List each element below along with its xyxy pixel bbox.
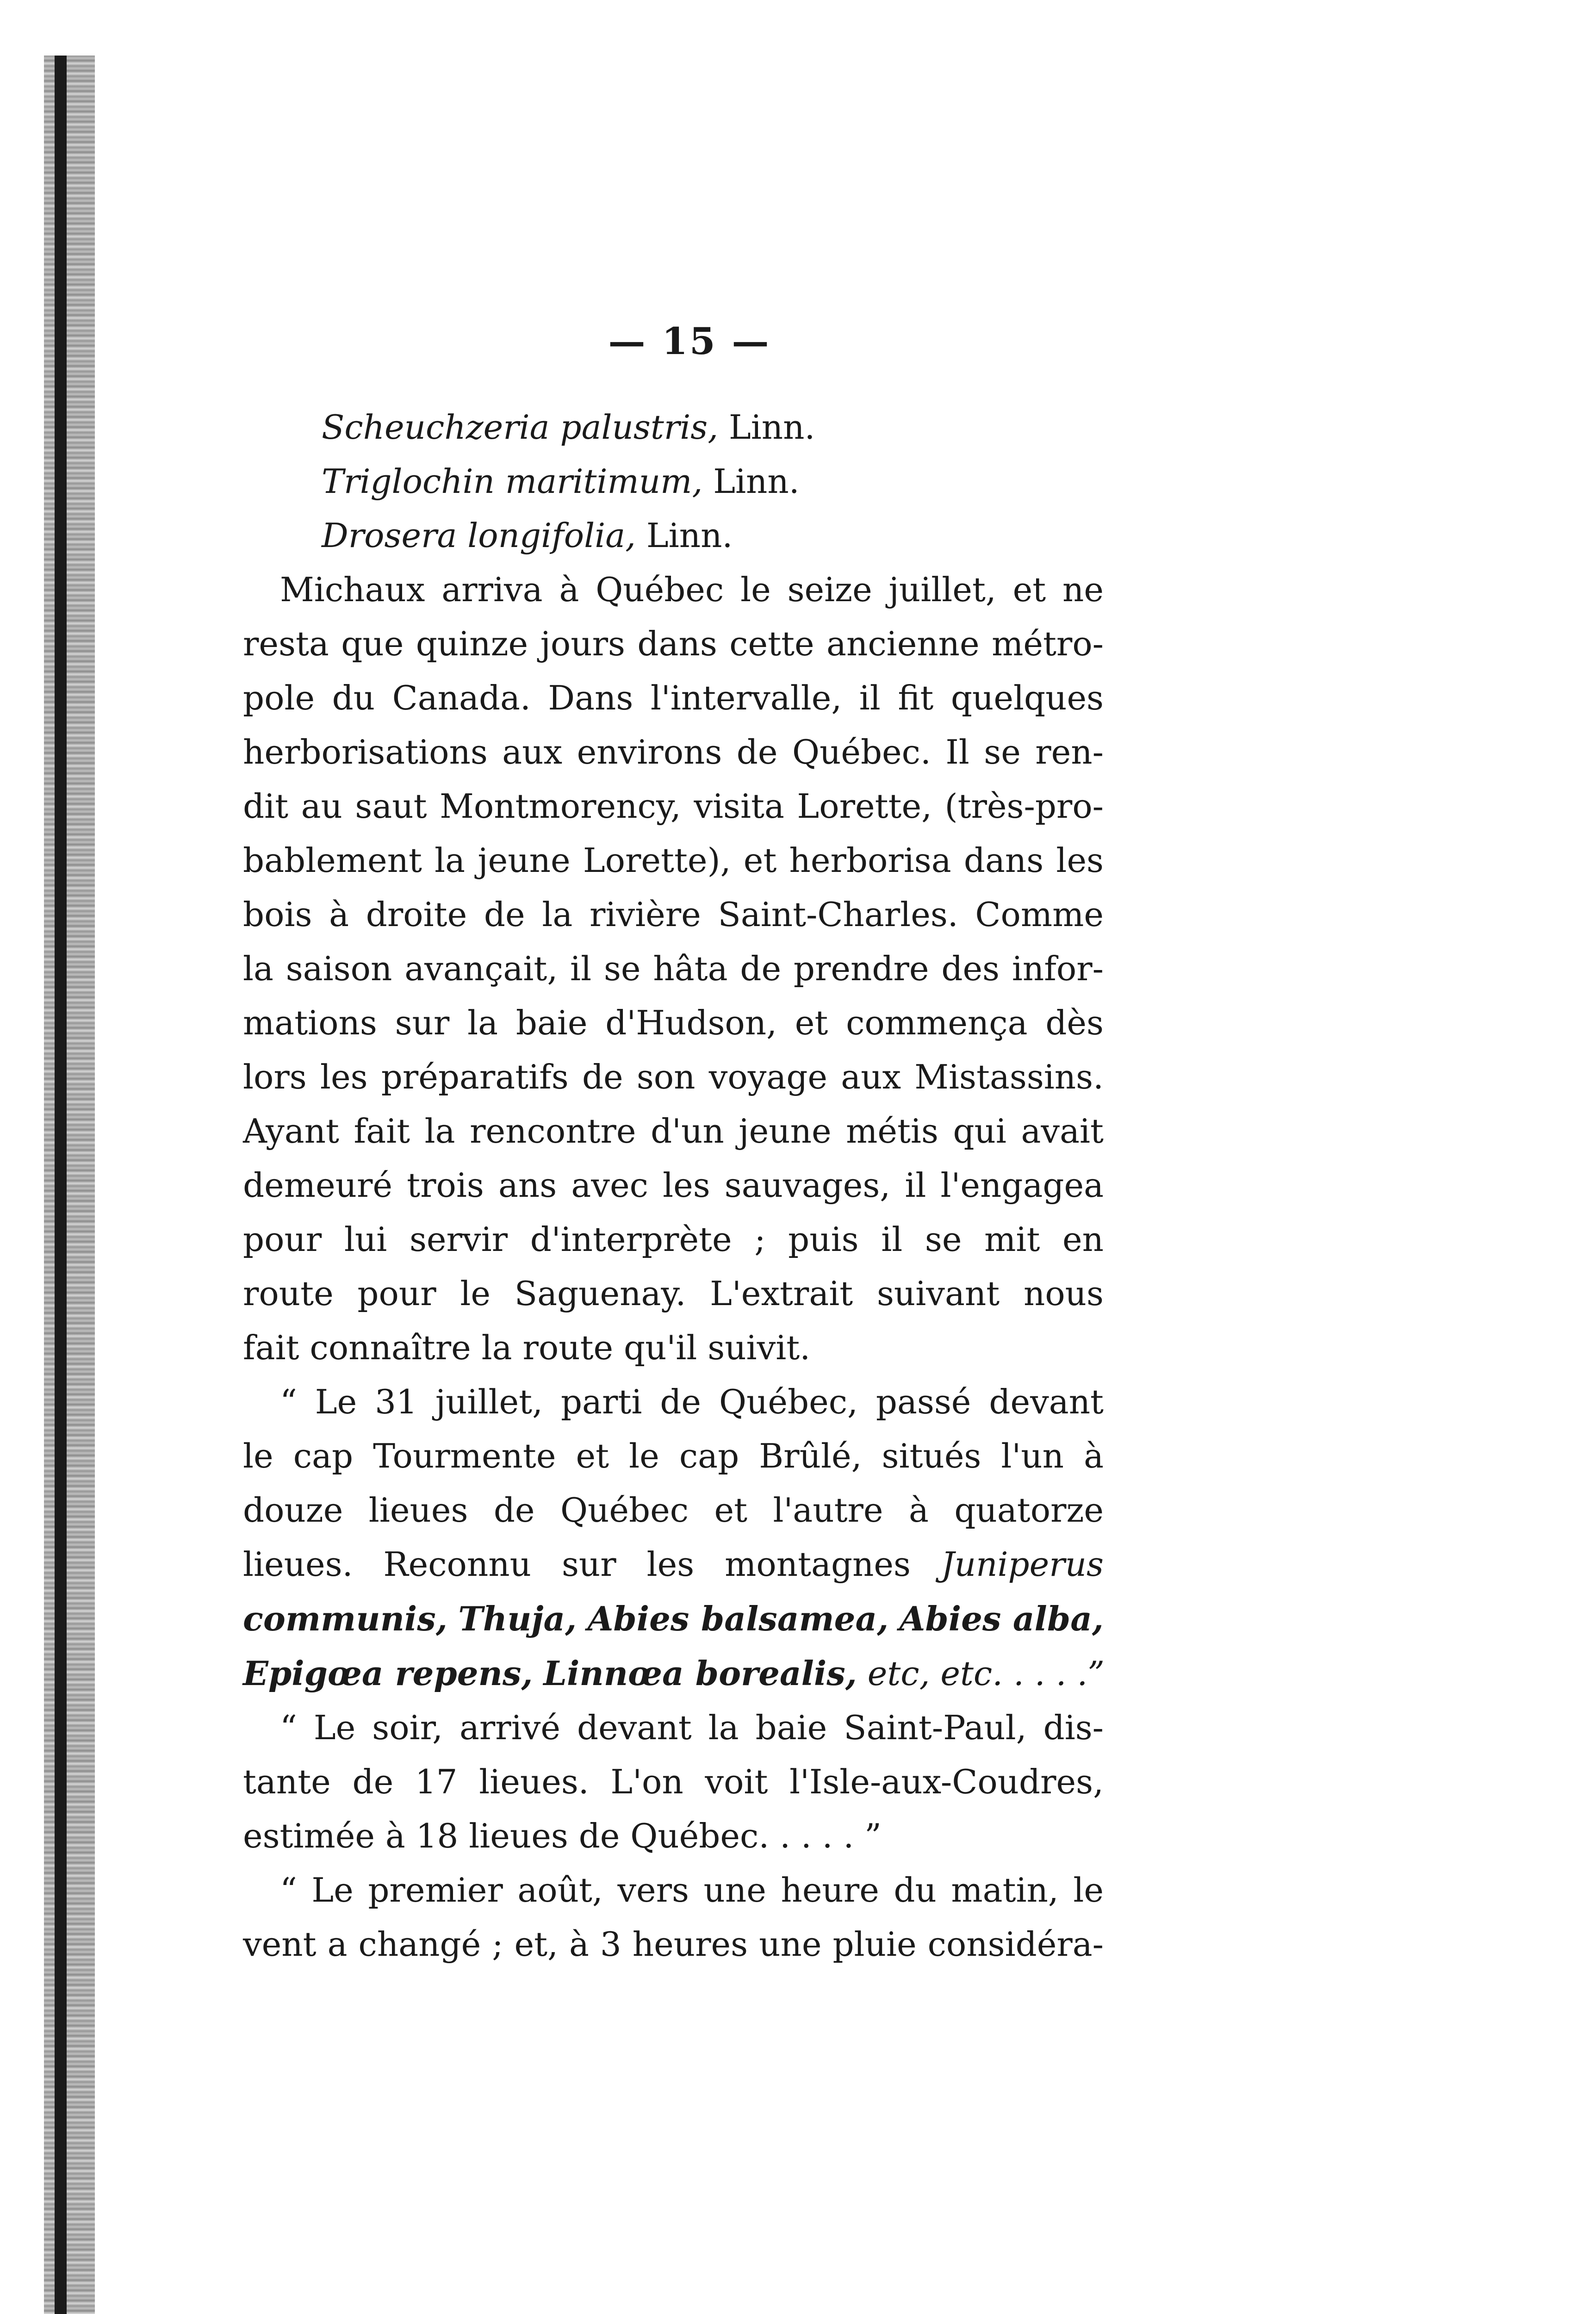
species-name: Juniperus [941,1545,1104,1584]
species-name: Epigœa repens, [243,1654,533,1693]
species-name: Linnœa borealis, [543,1654,857,1693]
text-line: demeuré trois ans avec les sauvages, il l'engagea [243,1166,1104,1205]
species-name: Abies balsamea, [587,1599,889,1638]
species-author: Linn. [713,462,800,501]
text-line: tante de 17 lieues. L'on voit l'Isle-aux-Coudres, [243,1762,1104,1801]
text-line: “ Le soir, arrivé devant la baie Saint-Paul, dis- [280,1708,1104,1747]
binding-shadow [55,56,67,2314]
body-text [243,400,1104,1972]
paragraph-michaux [243,563,1104,1375]
text-line [243,1592,1104,1646]
text-line: vent a changé ; et, à 3 heures une pluie considéra- [243,1925,1104,1964]
text-line: dit au saut Montmorency, visita Lorette, (très-pro- [243,787,1104,826]
page-number: — 15 — [608,319,771,363]
text-line: “ Le premier août, vers une heure du matin, le [280,1871,1104,1910]
text-line: resta que quinze jours dans cette ancienne métro- [243,624,1104,663]
text-line: Michaux arriva à Québec le seize juillet, et ne [280,570,1104,609]
paragraph-premier-aout [243,1863,1104,1972]
species-entry [322,509,1104,563]
species-author: Linn. [728,408,815,447]
text-line: estimée à 18 lieues de Québec. . . . . ” [243,1816,882,1855]
species-name: communis, [243,1599,447,1638]
species-name: Scheuchzeria palustris, [322,408,719,447]
text-fragment: lieues. Reconnu sur les montagnes [243,1545,941,1584]
species-name: Abies alba, [899,1599,1104,1638]
text-line [243,1537,1104,1592]
species-entry [322,454,1104,509]
text-line: bablement la jeune Lorette), et herborisa dans les [243,841,1104,880]
text-line: pour lui servir d'interprète ; puis il se mit en [243,1220,1104,1259]
species-name: Thuja, [458,1599,577,1638]
text-line: la saison avançait, il se hâta de prendre des infor- [243,949,1104,988]
text-line: mations sur la baie d'Hudson, et commença dès [243,1003,1104,1042]
text-line: le cap Tourmente et le cap Brûlé, situés l'un à [243,1437,1104,1475]
text-line: fait connaître la route qu'il suivit. [243,1328,811,1367]
species-author: Linn. [646,516,733,555]
text-line: herborisations aux environs de Québec. Il se ren- [243,733,1104,771]
text-line: pole du Canada. Dans l'intervalle, il fit quelques [243,678,1104,717]
paragraph-le-soir [243,1701,1104,1863]
text-line [243,1646,1104,1701]
text-line: Ayant fait la rencontre d'un jeune métis qui avait [243,1112,1104,1151]
text-fragment: etc, etc. . . . .” [867,1654,1105,1693]
text-line: douze lieues de Québec et l'autre à quatorze [243,1491,1104,1530]
text-line: bois à droite de la rivière Saint-Charles. Comme [243,895,1104,934]
binding-edge [44,56,95,2314]
species-name: Triglochin maritimum, [322,462,703,501]
text-line: lors les préparatifs de son voyage aux Mistassins. [243,1057,1104,1096]
text-line: “ Le 31 juillet, parti de Québec, passé devant [280,1382,1104,1421]
species-name: Drosera longifolia, [322,516,636,555]
species-entry [322,400,1104,454]
paragraph-31-juillet [243,1375,1104,1701]
text-line: route pour le Saguenay. L'extrait suivant nous [243,1274,1104,1313]
